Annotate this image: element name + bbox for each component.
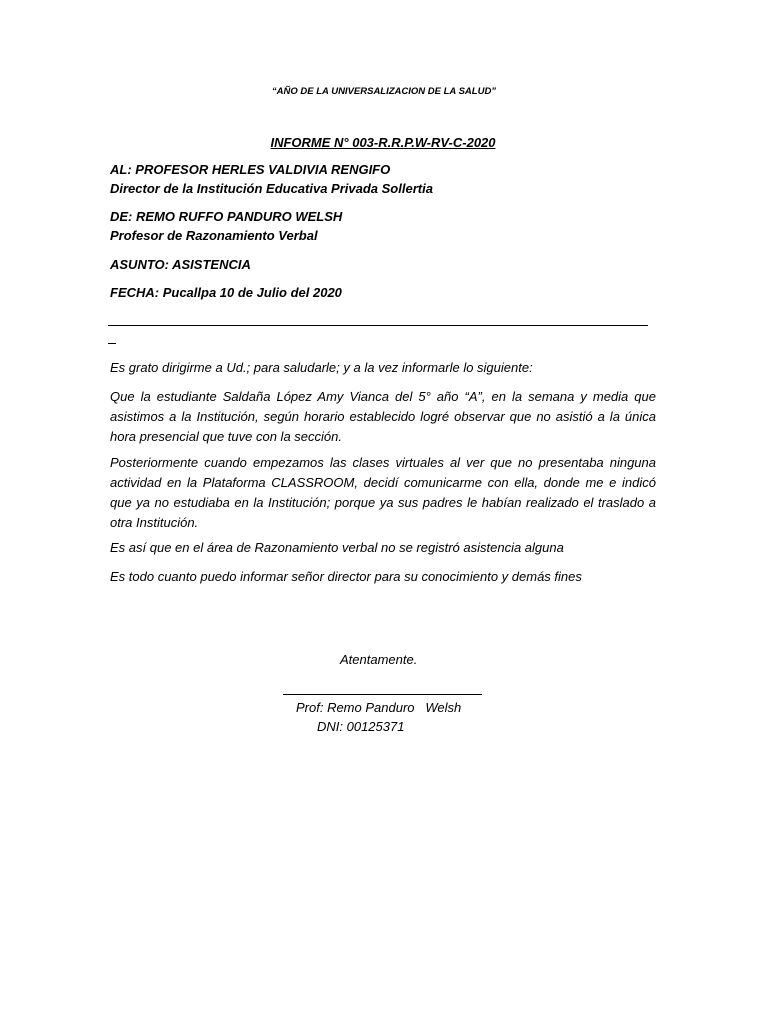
year-motto-header: “AÑO DE LA UNIVERSALIZACION DE LA SALUD” xyxy=(271,86,497,97)
recipient-position-line: Director de la Institución Educativa Privada Sollertia xyxy=(110,181,433,196)
header-separator-tail xyxy=(108,343,116,344)
body-paragraph-4: Es todo cuanto puedo informar señor director para su conocimiento y demás fines xyxy=(110,569,582,584)
body-paragraph-2: Posteriormente cuando empezamos las clases virtuales al ver que no presentaba ninguna actividad en la Plataforma CLASSROOM, decidí comunicarme con ella, donde me e indicó que ya no estudiaba en la Institución; porque ya sus padres le habían realizado el traslado a otra Institución. xyxy=(110,455,656,530)
signature-line xyxy=(283,694,482,695)
subject-line: ASUNTO: ASISTENCIA xyxy=(110,257,251,272)
sender-position-line: Profesor de Razonamiento Verbal xyxy=(110,228,318,243)
date-line: FECHA: Pucallpa 10 de Julio del 2020 xyxy=(110,285,342,300)
body-paragraph-1: Que la estudiante Saldaña López Amy Vianca del 5° año “A”, en la semana y media que asistimos a la Institución, según horario establecido logré observar que no asistió a la única hora presencial que tuve con la sección. xyxy=(110,389,656,444)
header-separator-line xyxy=(108,325,648,326)
sender-name-line: DE: REMO RUFFO PANDURO WELSH xyxy=(110,209,343,224)
signer-name: Prof: Remo Panduro Welsh xyxy=(296,700,462,715)
recipient-name-line: AL: PROFESOR HERLES VALDIVIA RENGIFO xyxy=(110,162,391,177)
closing-salutation: Atentamente. xyxy=(340,652,418,667)
report-title: INFORME N° 003-R.R.P.W-RV-C-2020 xyxy=(270,135,496,150)
signer-dni: DNI: 00125371 xyxy=(317,719,405,734)
body-paragraph-3: Es así que en el área de Razonamiento verbal no se registró asistencia alguna xyxy=(110,540,564,555)
greeting-paragraph: Es grato dirigirme a Ud.; para saludarle; y a la vez informarle lo siguiente: xyxy=(110,360,533,375)
